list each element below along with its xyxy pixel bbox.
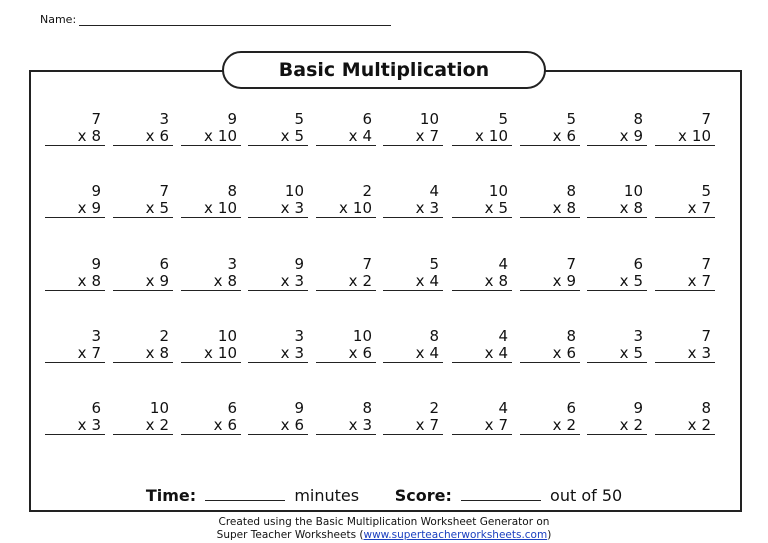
problem-r2-c1	[45, 183, 105, 218]
times-operator: x	[213, 416, 223, 434]
minutes-label: minutes	[294, 486, 360, 505]
multiplier-value: 5	[633, 272, 643, 290]
times-operator: x	[619, 127, 629, 145]
problem-bottom-number	[181, 273, 241, 291]
times-operator: x	[484, 272, 494, 290]
problem-top-number: 5	[701, 182, 711, 200]
problem-top-number: 6	[633, 255, 643, 273]
times-operator: x	[484, 344, 494, 362]
problem-r4-c1	[45, 328, 105, 363]
problem-r2-c2	[113, 183, 173, 218]
problem-top-number: 2	[159, 327, 169, 345]
problem-r5-c9	[587, 400, 647, 435]
multiplier-value: 3	[294, 199, 304, 217]
problem-top-number: 5	[429, 255, 439, 273]
problem-top-number: 6	[159, 255, 169, 273]
time-score-row	[0, 486, 768, 505]
times-operator: x	[348, 416, 358, 434]
multiplier-value: 3	[91, 416, 101, 434]
problem-top-number: 7	[701, 110, 711, 128]
out-of-label: out of 50	[550, 486, 623, 505]
times-operator: x	[280, 416, 290, 434]
times-operator: x	[552, 416, 562, 434]
credit-line-2-suffix: )	[547, 529, 552, 541]
times-operator: x	[619, 416, 629, 434]
problem-bottom-number	[655, 345, 715, 363]
problem-bottom-number	[520, 417, 580, 435]
multiplier-value: 5	[633, 344, 643, 362]
problem-top-number: 3	[159, 110, 169, 128]
problem-top-number: 4	[498, 255, 508, 273]
name-label: Name:	[40, 13, 77, 26]
problem-bottom-number	[587, 200, 647, 218]
problem-top-number: 10	[623, 182, 643, 200]
worksheet-title-text: Basic Multiplication	[278, 59, 490, 81]
times-operator: x	[415, 344, 425, 362]
multiplier-value: 9	[633, 127, 643, 145]
multiplier-value: 3	[429, 199, 439, 217]
times-operator: x	[77, 199, 87, 217]
problem-top-number: 10	[217, 327, 237, 345]
multiplier-value: 3	[294, 344, 304, 362]
times-operator: x	[339, 199, 348, 217]
times-operator: x	[619, 272, 629, 290]
multiplier-value: 2	[633, 416, 643, 434]
problem-r4-c6	[383, 328, 443, 363]
multiplier-value: 3	[362, 416, 372, 434]
problem-bottom-number	[587, 273, 647, 291]
times-operator: x	[678, 127, 687, 145]
problem-r1-c10	[655, 111, 715, 146]
problem-bottom-number	[587, 345, 647, 363]
problem-top-number: 8	[227, 182, 237, 200]
problem-bottom-number	[655, 200, 715, 218]
problem-r5-c8	[520, 400, 580, 435]
problem-top-number: 9	[227, 110, 237, 128]
times-operator: x	[77, 416, 87, 434]
credit-text	[0, 516, 768, 542]
problem-top-number: 9	[91, 182, 101, 200]
times-operator: x	[145, 344, 155, 362]
problem-bottom-number	[45, 273, 105, 291]
multiplier-value: 4	[498, 344, 508, 362]
credit-link[interactable]: www.superteacherworksheets.com	[363, 529, 548, 541]
multiplier-value: 10	[352, 199, 372, 217]
problem-top-number: 8	[633, 110, 643, 128]
problem-bottom-number	[45, 128, 105, 146]
problem-top-number: 4	[429, 182, 439, 200]
problem-bottom-number	[316, 345, 376, 363]
multiplier-value: 4	[362, 127, 372, 145]
times-operator: x	[552, 199, 562, 217]
multiplier-value: 7	[429, 127, 439, 145]
problem-bottom-number	[316, 128, 376, 146]
problem-bottom-number	[181, 128, 241, 146]
times-operator: x	[348, 344, 358, 362]
times-operator: x	[145, 127, 155, 145]
multiplier-value: 7	[498, 416, 508, 434]
problem-top-number: 9	[633, 399, 643, 417]
problem-top-number: 8	[362, 399, 372, 417]
times-operator: x	[280, 199, 290, 217]
times-operator: x	[484, 199, 494, 217]
multiplier-value: 6	[159, 127, 169, 145]
time-blank-line[interactable]	[205, 486, 285, 501]
problem-bottom-number	[655, 273, 715, 291]
problem-bottom-number	[383, 345, 443, 363]
times-operator: x	[552, 344, 562, 362]
problem-bottom-number	[655, 417, 715, 435]
score-label: Score:	[394, 486, 452, 505]
problem-r3-c9	[587, 256, 647, 291]
problem-bottom-number	[520, 273, 580, 291]
problem-r1-c9	[587, 111, 647, 146]
problem-bottom-number	[452, 345, 512, 363]
multiplier-value: 8	[498, 272, 508, 290]
problem-top-number: 6	[362, 110, 372, 128]
credit-line-1: Created using the Basic Multiplication Worksheet Generator on	[218, 516, 550, 528]
problem-r3-c7	[452, 256, 512, 291]
times-operator: x	[348, 127, 358, 145]
multiplier-value: 9	[159, 272, 169, 290]
problem-bottom-number	[248, 345, 308, 363]
problem-r2-c4	[248, 183, 308, 218]
problem-top-number: 8	[566, 327, 576, 345]
multiplier-value: 8	[159, 344, 169, 362]
problem-bottom-number	[181, 200, 241, 218]
times-operator: x	[348, 272, 358, 290]
problem-top-number: 4	[498, 399, 508, 417]
multiplier-value: 6	[362, 344, 372, 362]
problem-top-number: 5	[294, 110, 304, 128]
problem-top-number: 5	[498, 110, 508, 128]
multiplier-value: 3	[701, 344, 711, 362]
problem-r2-c5	[316, 183, 376, 218]
problem-top-number: 3	[91, 327, 101, 345]
problem-r2-c7	[452, 183, 512, 218]
problem-top-number: 3	[294, 327, 304, 345]
problem-bottom-number	[45, 417, 105, 435]
problem-top-number: 6	[566, 399, 576, 417]
problem-bottom-number	[383, 200, 443, 218]
times-operator: x	[552, 272, 562, 290]
problem-top-number: 10	[352, 327, 372, 345]
times-operator: x	[484, 416, 494, 434]
problem-top-number: 7	[701, 255, 711, 273]
times-operator: x	[280, 127, 290, 145]
times-operator: x	[619, 199, 629, 217]
times-operator: x	[687, 199, 697, 217]
problem-r4-c4	[248, 328, 308, 363]
problem-r3-c4	[248, 256, 308, 291]
multiplier-value: 8	[91, 272, 101, 290]
multiplier-value: 2	[159, 416, 169, 434]
problem-bottom-number	[520, 200, 580, 218]
problem-top-number: 6	[227, 399, 237, 417]
problem-r1-c8	[520, 111, 580, 146]
problem-bottom-number	[655, 128, 715, 146]
problem-bottom-number	[248, 417, 308, 435]
times-operator: x	[415, 127, 425, 145]
problem-r3-c3	[181, 256, 241, 291]
problem-bottom-number	[316, 273, 376, 291]
multiplier-value: 10	[217, 344, 237, 362]
multiplier-value: 5	[159, 199, 169, 217]
problem-bottom-number	[587, 128, 647, 146]
problem-top-number: 7	[362, 255, 372, 273]
multiplier-value: 8	[633, 199, 643, 217]
times-operator: x	[77, 344, 87, 362]
times-operator: x	[687, 272, 697, 290]
problem-top-number: 3	[633, 327, 643, 345]
problem-top-number: 9	[294, 399, 304, 417]
multiplier-value: 10	[691, 127, 711, 145]
problem-bottom-number	[45, 345, 105, 363]
problem-r5-c10	[655, 400, 715, 435]
problem-r4-c9	[587, 328, 647, 363]
multiplier-value: 4	[429, 272, 439, 290]
problem-bottom-number	[316, 200, 376, 218]
times-operator: x	[204, 344, 213, 362]
problem-r5-c7	[452, 400, 512, 435]
problem-bottom-number	[520, 128, 580, 146]
multiplier-value: 8	[227, 272, 237, 290]
problem-r3-c8	[520, 256, 580, 291]
problem-r4-c10	[655, 328, 715, 363]
problem-bottom-number	[452, 200, 512, 218]
multiplier-value: 7	[701, 199, 711, 217]
multiplier-value: 5	[294, 127, 304, 145]
problem-r1-c6	[383, 111, 443, 146]
problem-r4-c3	[181, 328, 241, 363]
problem-top-number: 9	[294, 255, 304, 273]
multiplier-value: 10	[217, 127, 237, 145]
problem-top-number: 9	[91, 255, 101, 273]
problem-r4-c7	[452, 328, 512, 363]
multiplier-value: 2	[362, 272, 372, 290]
problem-top-number: 5	[566, 110, 576, 128]
problem-r5-c3	[181, 400, 241, 435]
problem-top-number: 7	[91, 110, 101, 128]
multiplier-value: 4	[429, 344, 439, 362]
problem-r4-c2	[113, 328, 173, 363]
multiplier-value: 2	[566, 416, 576, 434]
times-operator: x	[145, 199, 155, 217]
problem-r3-c6	[383, 256, 443, 291]
problem-r1-c3	[181, 111, 241, 146]
time-label: Time:	[145, 486, 197, 505]
problem-r3-c5	[316, 256, 376, 291]
times-operator: x	[145, 272, 155, 290]
multiplier-value: 7	[701, 272, 711, 290]
problem-r1-c7	[452, 111, 512, 146]
problem-top-number: 2	[362, 182, 372, 200]
times-operator: x	[213, 272, 223, 290]
problem-r2-c3	[181, 183, 241, 218]
times-operator: x	[687, 416, 697, 434]
problem-top-number: 7	[701, 327, 711, 345]
multiplier-value: 6	[227, 416, 237, 434]
multiplier-value: 6	[294, 416, 304, 434]
times-operator: x	[145, 416, 155, 434]
problem-bottom-number	[113, 273, 173, 291]
problem-top-number: 3	[227, 255, 237, 273]
problem-top-number: 10	[149, 399, 169, 417]
problem-bottom-number	[452, 417, 512, 435]
times-operator: x	[204, 199, 213, 217]
times-operator: x	[280, 344, 290, 362]
times-operator: x	[280, 272, 290, 290]
credit-line-2	[0, 529, 768, 542]
problem-top-number: 4	[498, 327, 508, 345]
problem-r3-c2	[113, 256, 173, 291]
problem-r1-c2	[113, 111, 173, 146]
problem-r2-c6	[383, 183, 443, 218]
problem-r4-c5	[316, 328, 376, 363]
problem-r3-c10	[655, 256, 715, 291]
credit-line-2-prefix: Super Teacher Worksheets (	[216, 529, 364, 541]
problem-top-number: 10	[419, 110, 439, 128]
times-operator: x	[204, 127, 213, 145]
multiplier-value: 2	[701, 416, 711, 434]
problem-bottom-number	[45, 200, 105, 218]
problem-r1-c1	[45, 111, 105, 146]
problem-top-number: 7	[566, 255, 576, 273]
problem-r5-c1	[45, 400, 105, 435]
problem-r4-c8	[520, 328, 580, 363]
problem-r2-c10	[655, 183, 715, 218]
problem-top-number: 10	[284, 182, 304, 200]
times-operator: x	[475, 127, 484, 145]
problem-bottom-number	[248, 273, 308, 291]
problem-r5-c4	[248, 400, 308, 435]
problem-r5-c5	[316, 400, 376, 435]
problem-bottom-number	[520, 345, 580, 363]
problem-bottom-number	[383, 273, 443, 291]
times-operator: x	[77, 272, 87, 290]
times-operator: x	[552, 127, 562, 145]
multiplier-value: 7	[91, 344, 101, 362]
multiplier-value: 9	[91, 199, 101, 217]
problem-bottom-number	[452, 128, 512, 146]
multiplier-value: 8	[91, 127, 101, 145]
multiplier-value: 10	[488, 127, 508, 145]
times-operator: x	[415, 199, 425, 217]
multiplier-value: 8	[566, 199, 576, 217]
score-blank-line[interactable]	[461, 486, 541, 501]
multiplier-value: 3	[294, 272, 304, 290]
problem-bottom-number	[113, 128, 173, 146]
problem-bottom-number	[587, 417, 647, 435]
problem-r1-c5	[316, 111, 376, 146]
multiplier-value: 9	[566, 272, 576, 290]
problem-r5-c2	[113, 400, 173, 435]
multiplier-value: 6	[566, 344, 576, 362]
problem-top-number: 7	[159, 182, 169, 200]
problem-top-number: 8	[701, 399, 711, 417]
problem-r2-c9	[587, 183, 647, 218]
problem-top-number: 8	[429, 327, 439, 345]
multiplier-value: 7	[429, 416, 439, 434]
times-operator: x	[687, 344, 697, 362]
times-operator: x	[415, 416, 425, 434]
problem-top-number: 6	[91, 399, 101, 417]
problem-bottom-number	[383, 128, 443, 146]
problem-r3-c1	[45, 256, 105, 291]
multiplier-value: 5	[498, 199, 508, 217]
problem-bottom-number	[113, 345, 173, 363]
problem-bottom-number	[181, 417, 241, 435]
times-operator: x	[77, 127, 87, 145]
problem-top-number: 10	[488, 182, 508, 200]
multiplier-value: 6	[566, 127, 576, 145]
problem-top-number: 2	[429, 399, 439, 417]
multiplier-value: 10	[217, 199, 237, 217]
problem-bottom-number	[113, 200, 173, 218]
problem-bottom-number	[248, 128, 308, 146]
problem-bottom-number	[316, 417, 376, 435]
times-operator: x	[619, 344, 629, 362]
problem-bottom-number	[383, 417, 443, 435]
problem-top-number: 8	[566, 182, 576, 200]
problem-r1-c4	[248, 111, 308, 146]
problem-bottom-number	[113, 417, 173, 435]
problem-bottom-number	[181, 345, 241, 363]
times-operator: x	[415, 272, 425, 290]
problem-r2-c8	[520, 183, 580, 218]
problem-bottom-number	[248, 200, 308, 218]
problem-r5-c6	[383, 400, 443, 435]
problem-bottom-number	[452, 273, 512, 291]
